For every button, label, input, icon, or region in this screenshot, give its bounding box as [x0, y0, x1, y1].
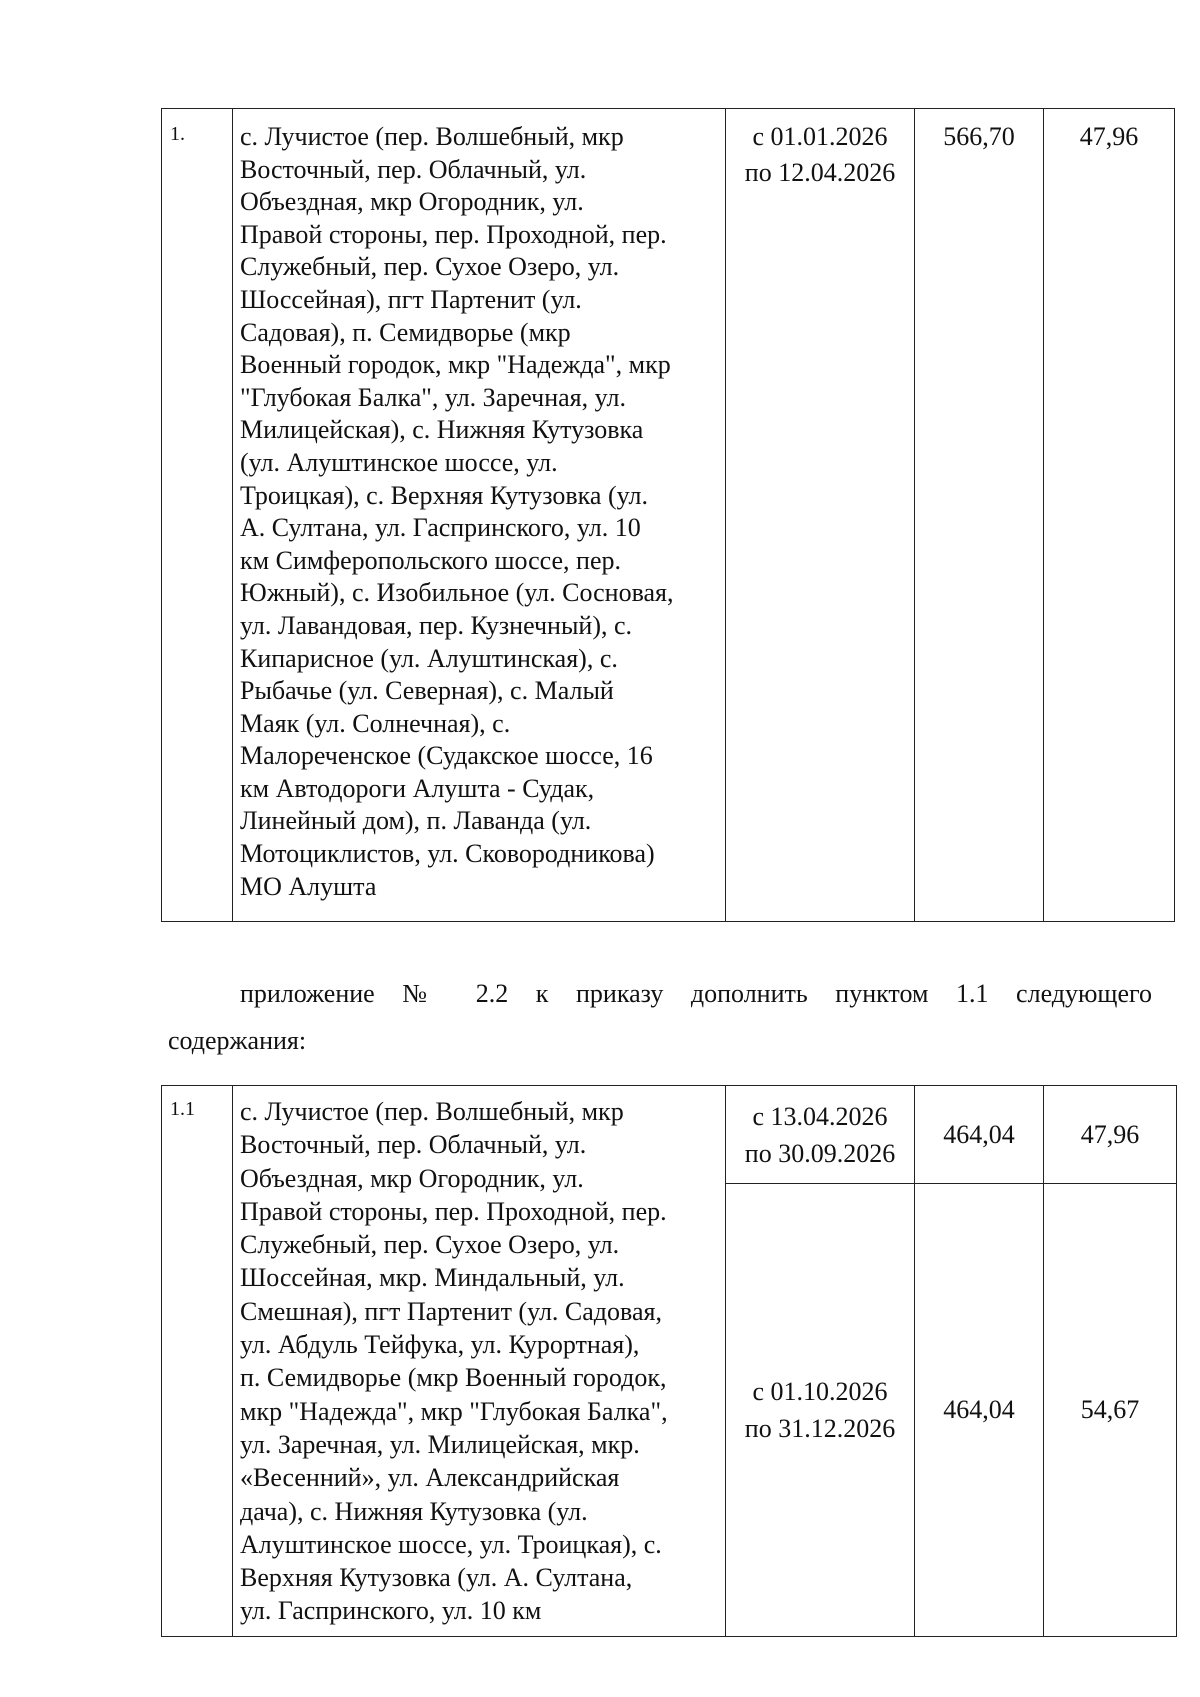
- row-number: 1.1: [162, 1086, 233, 1637]
- period-to: по 30.09.2026: [744, 1138, 896, 1168]
- tariff-table-2: [161, 1085, 1177, 1637]
- address-line: п. Семидворье (мкр Военный городок,: [240, 1363, 667, 1393]
- address-line: Троицкая), с. Верхняя Кутузовка (ул.: [240, 480, 648, 510]
- address-line: ул. Лавандовая, пер. Кузнечный), с.: [240, 610, 633, 640]
- address-line: Мотоциклистов, ул. Сковородникова): [240, 839, 655, 869]
- address-lines: [240, 121, 719, 903]
- address-line: Правой стороны, пер. Проходной, пер.: [240, 1196, 667, 1226]
- table-row: [162, 109, 1175, 922]
- address-cell: [233, 1086, 726, 1637]
- address-line: А. Султана, ул. Гаспринского, ул. 10: [240, 513, 641, 543]
- address-line: Правой стороны, пер. Проходной, пер.: [240, 219, 667, 249]
- address-line: Служебный, пер. Сухое Озеро, ул.: [240, 1230, 620, 1260]
- period-cell: [726, 1184, 915, 1636]
- address-line: «Весенний», ул. Александрийская: [240, 1463, 620, 1493]
- period-from: с 01.10.2026: [752, 1377, 888, 1407]
- address-line: Шоссейная), пгт Партенит (ул.: [240, 284, 582, 314]
- tariff-value-a: 464,04: [915, 1184, 1044, 1636]
- address-line: км Автодороги Алушта - Судак,: [240, 773, 595, 803]
- address-lines: [240, 1095, 719, 1628]
- address-line: Объездная, мкр Огородник, ул.: [240, 1163, 584, 1193]
- address-line: ул. Заречная, ул. Милицейская, мкр.: [240, 1429, 640, 1459]
- address-line: Садовая), п. Семидворье (мкр: [240, 317, 571, 347]
- address-line: Военный городок, мкр "Надежда", мкр: [240, 350, 671, 380]
- address-line: ул. Абдуль Тейфука, ул. Курортная),: [240, 1330, 640, 1360]
- address-line: Служебный, пер. Сухое Озеро, ул.: [240, 252, 620, 282]
- tariff-value-b: 47,96: [1044, 109, 1175, 922]
- address-line: МО Алушта: [240, 871, 377, 901]
- address-line: Верхняя Кутузовка (ул. А. Султана,: [240, 1563, 633, 1593]
- period-cell: [726, 109, 915, 922]
- address-line: Южный), с. Изобильное (ул. Сосновая,: [240, 578, 674, 608]
- period-from: с 01.01.2026: [752, 122, 888, 151]
- address-line: Рыбачье (ул. Северная), с. Малый: [240, 676, 614, 706]
- tariff-value-a: 566,70: [915, 109, 1044, 922]
- amendment-paragraph: приложение № 2.2 к приказу дополнить пунктом 1.1 следующего: [240, 979, 1152, 1008]
- address-line: с. Лучистое (пер. Волшебный, мкр: [240, 122, 624, 151]
- address-line: Малореченское (Судакское шоссе, 16: [240, 741, 653, 771]
- address-line: Маяк (ул. Солнечная), с.: [240, 708, 511, 738]
- period-to: по 31.12.2026: [744, 1414, 896, 1444]
- tariff-value-a: 464,04: [915, 1086, 1044, 1184]
- address-line: Кипарисное (ул. Алуштинская), с.: [240, 643, 618, 673]
- address-line: с. Лучистое (пер. Волшебный, мкр: [240, 1097, 624, 1126]
- address-line: Восточный, пер. Облачный, ул.: [240, 1130, 587, 1160]
- tariff-value-b: 54,67: [1044, 1184, 1177, 1636]
- address-line: Смешная), пгт Партенит (ул. Садовая,: [240, 1296, 662, 1326]
- address-line: "Глубокая Балка", ул. Заречная, ул.: [240, 382, 626, 412]
- address-line: (ул. Алуштинское шоссе, ул.: [240, 447, 558, 477]
- address-line: Алуштинское шоссе, ул. Троицкая), с.: [240, 1529, 662, 1559]
- address-line: Шоссейная, мкр. Миндальный, ул.: [240, 1263, 625, 1293]
- address-line: км Симферопольского шоссе, пер.: [240, 545, 622, 575]
- table-row: [162, 1086, 1177, 1184]
- tariff-value-b: 47,96: [1044, 1086, 1177, 1184]
- period-to: по 12.04.2026: [744, 158, 896, 187]
- address-line: Линейный дом), п. Лаванда (ул.: [240, 806, 592, 836]
- address-line: Милицейская), с. Нижняя Кутузовка: [240, 415, 644, 445]
- address-line: дача), с. Нижняя Кутузовка (ул.: [240, 1496, 588, 1526]
- address-line: Восточный, пер. Облачный, ул.: [240, 154, 587, 184]
- address-line: мкр "Надежда", мкр "Глубокая Балка",: [240, 1396, 668, 1426]
- address-line: Объездная, мкр Огородник, ул.: [240, 187, 584, 217]
- period-from: с 13.04.2026: [752, 1101, 888, 1131]
- period-cell: [726, 1086, 915, 1184]
- address-cell: [233, 109, 726, 922]
- tariff-table-1: [161, 108, 1175, 922]
- row-number: 1.: [162, 109, 233, 922]
- amendment-paragraph-continuation: содержания:: [168, 1026, 307, 1055]
- address-line: ул. Гаспринского, ул. 10 км: [240, 1596, 542, 1626]
